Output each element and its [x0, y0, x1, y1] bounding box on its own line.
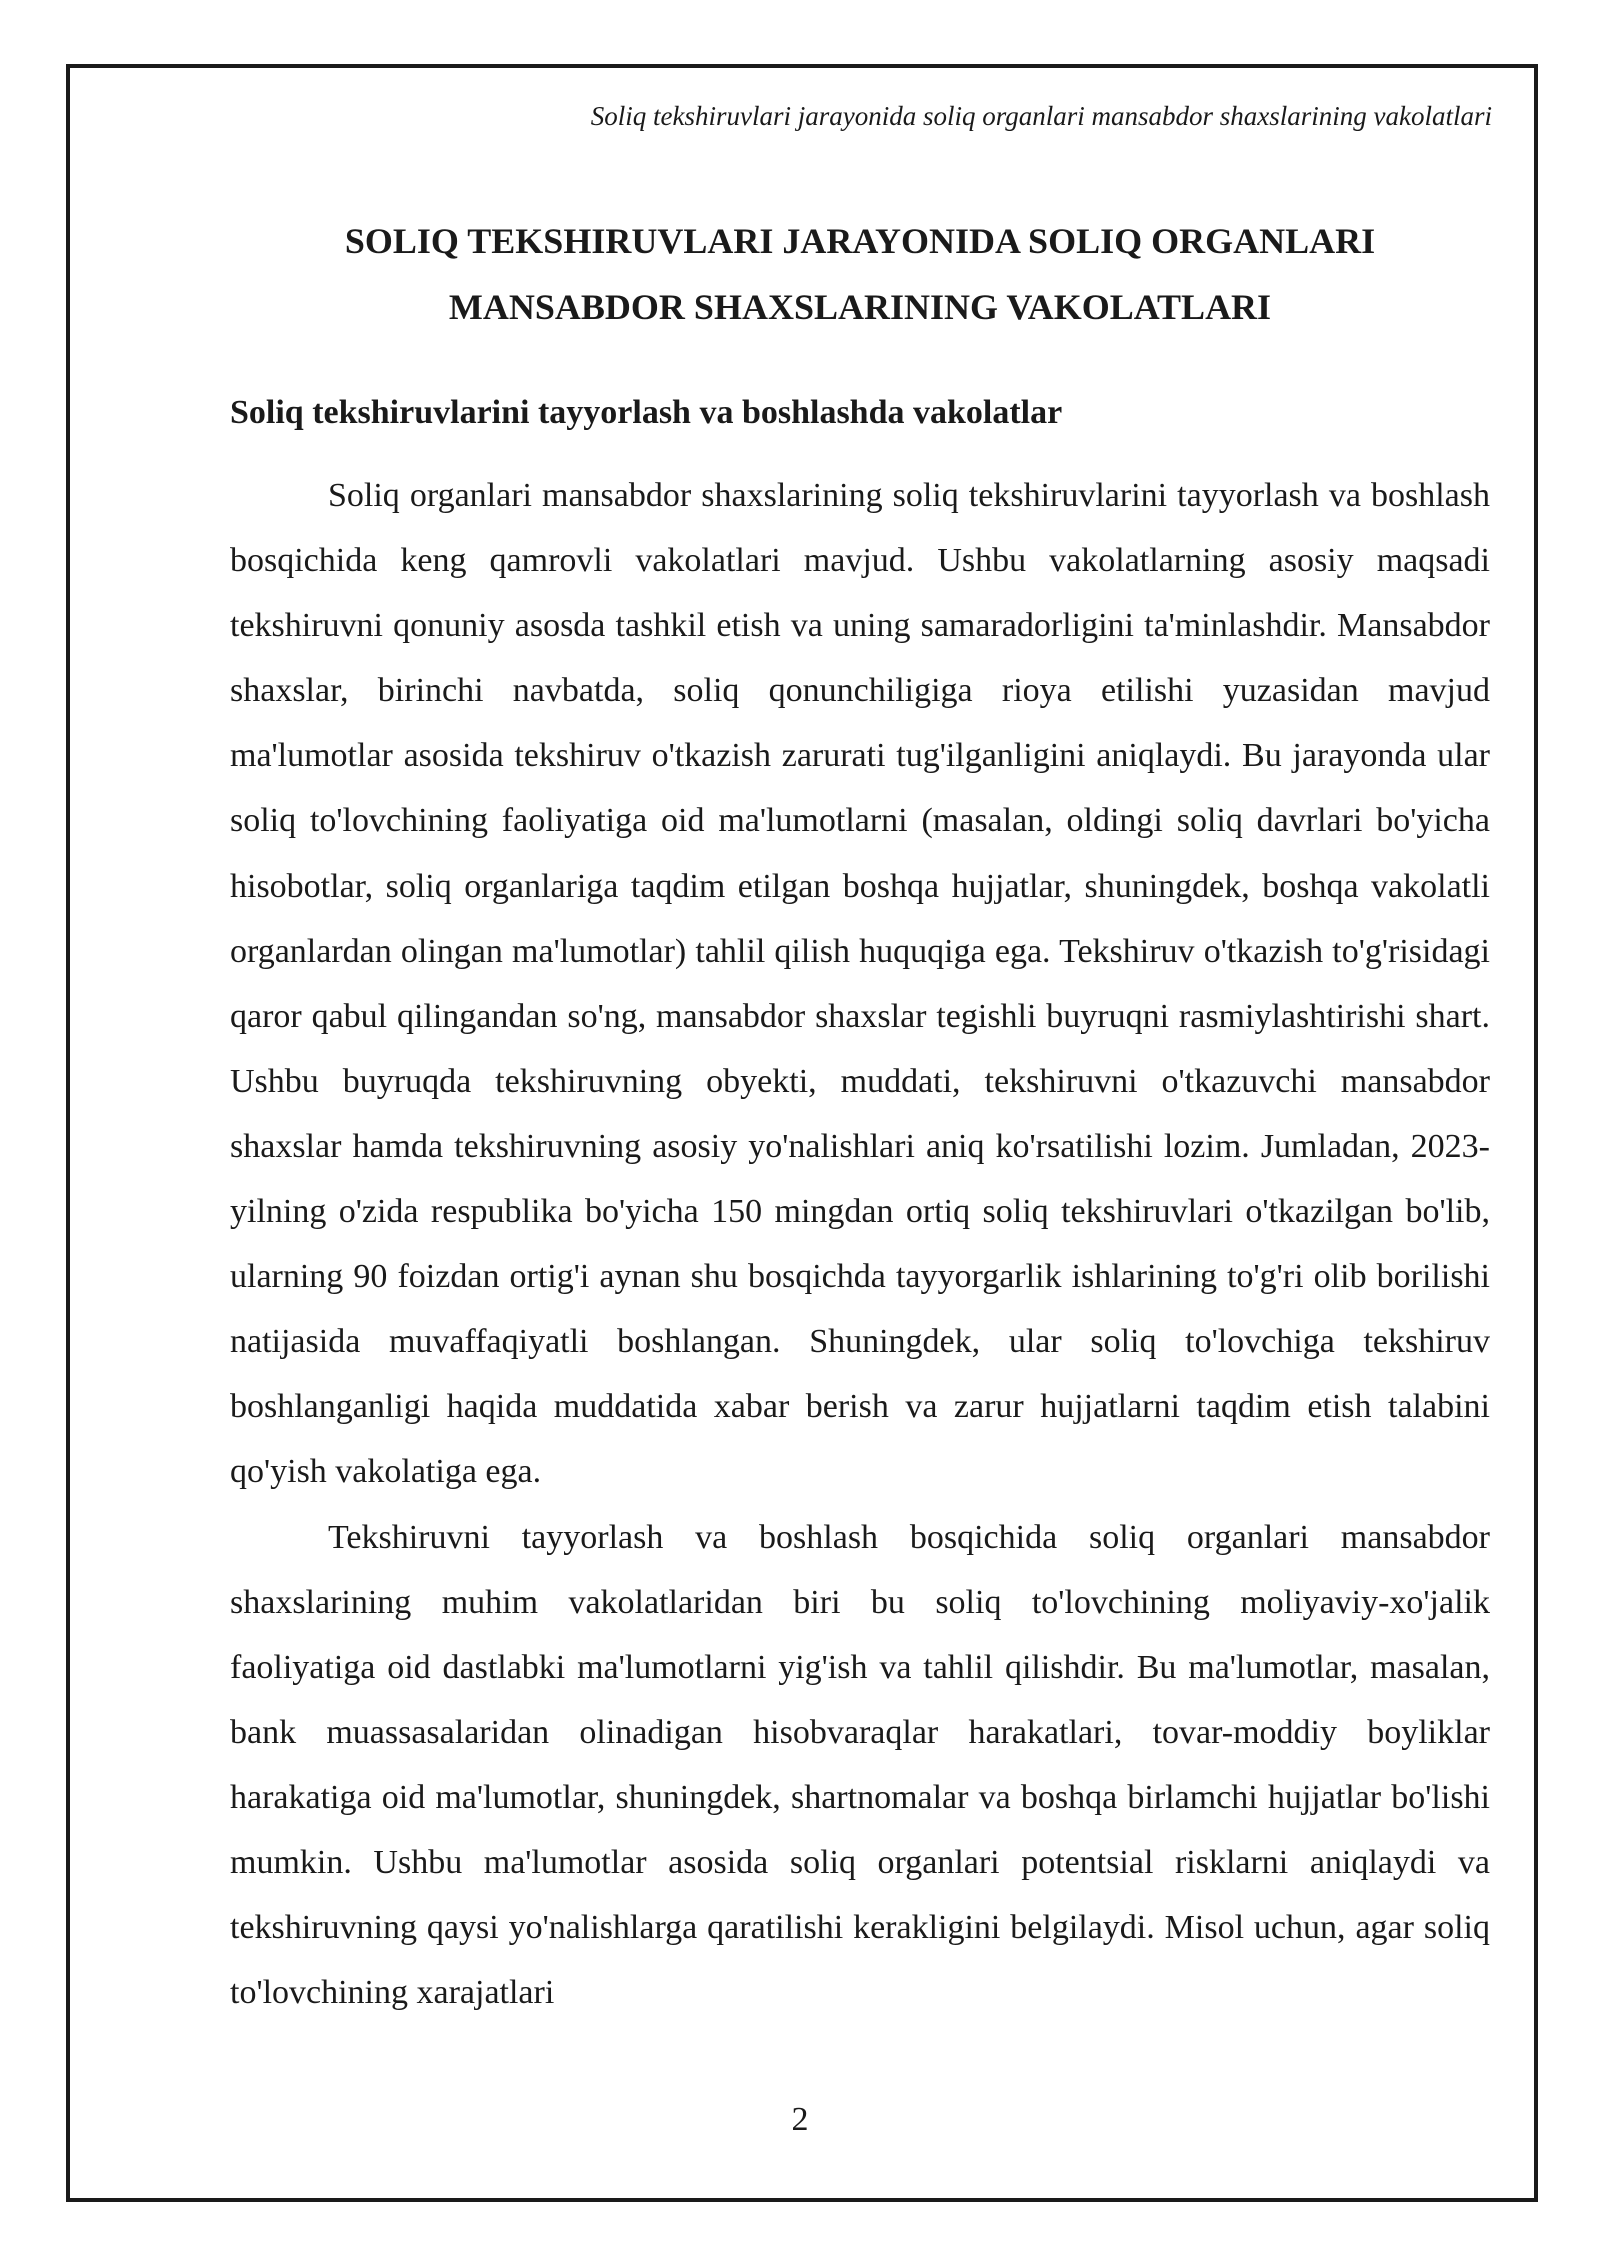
document-title	[230, 208, 1490, 340]
running-header: Soliq tekshiruvlari jarayonida soliq organlari mansabdor shaxslarining vakolatlari	[590, 101, 1492, 131]
document-title-line-2: MANSABDOR SHAXSLARINING VAKOLATLARI	[448, 287, 1272, 327]
paragraph: Soliq organlari mansabdor shaxslarining soliq tekshiruvlarini tayyorlash va boshlash bosqichida keng qamrovli vakolatlari mavjud. Ushbu vakolatlarning asosiy maqsadi tekshiruvni qonuniy asosda tashkil etish va uning samaradorligini ta'minlashdir. Mansabdor shaxslar, birinchi navbatda, soliq qonunchiligiga rioya etilishi yuzasidan mavjud ma'lumotlar asosida tekshiruv o'tkazish zarurati tug'ilganligini aniqlaydi. Bu jarayonda ular soliq to'lovchining faoliyatiga oid ma'lumotlarni (masalan, oldingi soliq davrlari bo'yicha hisobotlar, soliq organlariga taqdim etilgan boshqa hujjatlar, shuningdek, boshqa vakolatli organlardan olingan ma'lumotlar) tahlil qilish huquqiga ega. Tekshiruv o'tkazish to'g'risidagi qaror qabul qilingandan so'ng, mansabdor shaxslar tegishli buyruqni rasmiylashtirishi shart. Ushbu buyruqda tekshiruvning obyekti, muddati, tekshiruvni o'tkazuvchi mansabdor shaxslar hamda tekshiruvning asosiy yo'nalishlari aniq ko'rsatilishi lozim. Jumladan, 2023-yilning o'zida respublika bo'yicha 150 mingdan ortiq soliq tekshiruvlari o'tkazilgan bo'lib, ularning 90 foizdan ortig'i aynan shu bosqichda tayyorgarlik ishlarining to'g'ri olib borilishi natijasida muvaffaqiyatli boshlangan. Shuningdek, ular soliq to'lovchiga tekshiruv boshlanganligi haqida muddatida xabar berish va zarur hujjatlarni taqdim etish talabini qo'yish vakolatiga ega.	[230, 477, 1490, 1491]
section-heading: Soliq tekshiruvlarini tayyorlash va boshlashda vakolatlar	[230, 394, 1063, 431]
paragraph: Tekshiruvni tayyorlash va boshlash bosqichida soliq organlari mansabdor shaxslarining muhim vakolatlaridan biri bu soliq to'lovchining moliyaviy-xo'jalik faoliyatiga oid dastlabki ma'lumotlarni yig'ish va tahlil qilishdir. Bu ma'lumotlar, masalan, bank muassasalaridan olinadigan hisobvaraqlar harakatlari, tovar-moddiy boyliklar harakatiga oid ma'lumotlar, shuningdek, shartnomalar va boshqa birlamchi hujjatlar bo'lishi mumkin. Ushbu ma'lumotlar asosida soliq organlari potentsial risklarni aniqlaydi va tekshiruvning qaysi yo'nalishlarga qaratilishi kerakligini belgilaydi. Misol uchun, agar soliq to'lovchining xarajatlari	[230, 1518, 1490, 2012]
page-number: 2	[791, 2101, 809, 2138]
document-title-line-1: SOLIQ TEKSHIRUVLARI JARAYONIDA SOLIQ ORGANLARI	[344, 221, 1376, 261]
body-text	[230, 463, 1490, 2025]
